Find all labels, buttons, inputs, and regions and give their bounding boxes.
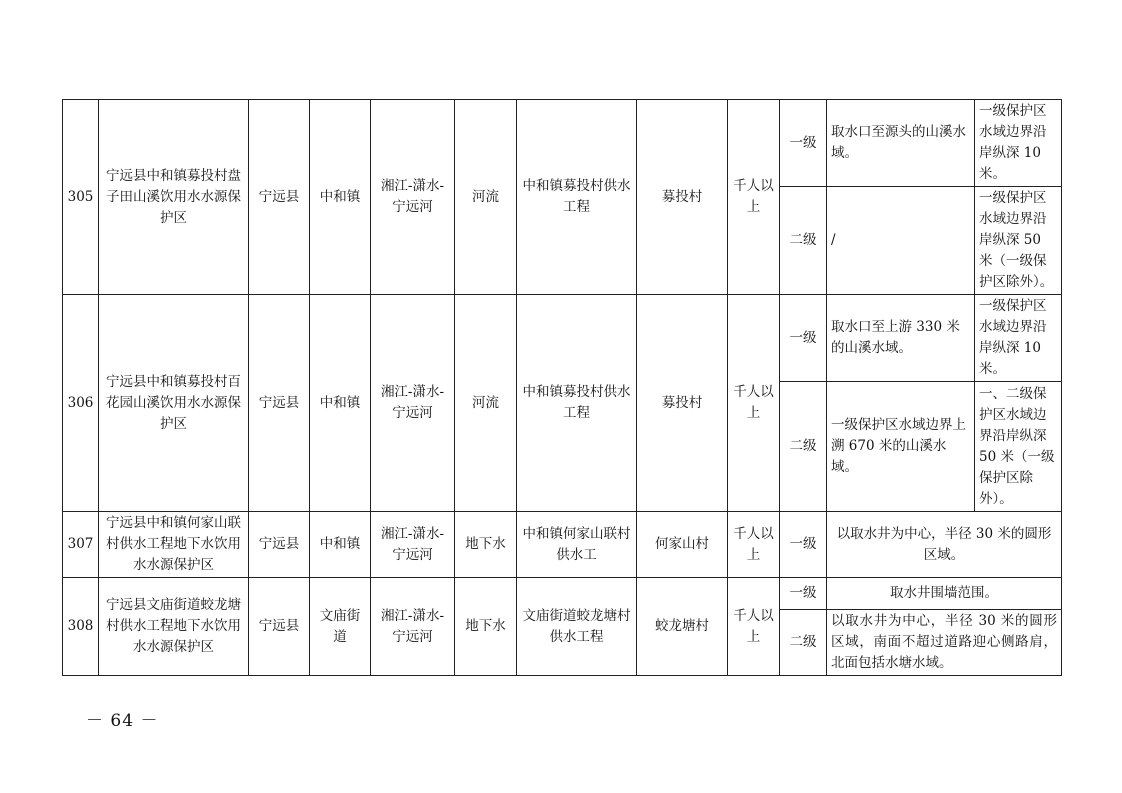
protection-level: 一级: [780, 295, 827, 382]
row-number: 306: [63, 295, 99, 512]
table-row: [63, 100, 1062, 187]
protection-range: 以取水井为中心，半径 30 米的圆形区域。: [827, 512, 1062, 578]
row-number: 307: [63, 512, 99, 578]
protection-range: 以取水井为中心，半径 30 米的圆形区域，南面不超过道路迎心侧路肩，北面包括水塘水域。: [827, 610, 1062, 676]
county: 宁远县: [249, 100, 310, 295]
protection-level: 一级: [780, 578, 827, 610]
table-row: [63, 512, 1062, 578]
water-source-type: 地下水: [455, 512, 517, 578]
service-scale: 千人以上: [728, 100, 780, 295]
row-number: 305: [63, 100, 99, 295]
water-source-type: 河流: [455, 295, 517, 512]
supply-project: 中和镇募投村供水工程: [517, 100, 637, 295]
county: 宁远县: [249, 578, 310, 676]
served-village: 蛟龙塘村: [637, 578, 728, 676]
served-village: 募投村: [637, 295, 728, 512]
land-area-range: 一级保护区水域边界沿岸纵深 50 米（一级保护区除外）。: [975, 187, 1062, 295]
town: 中和镇: [310, 512, 371, 578]
zone-name: 宁远县文庙街道蛟龙塘村供水工程地下水饮用水水源保护区: [99, 578, 249, 676]
protection-level: 一级: [780, 100, 827, 187]
water-area-range: 取水口至源头的山溪水域。: [827, 100, 975, 187]
protection-range: 取水井围墙范围。: [827, 578, 1062, 610]
protection-level: 二级: [780, 382, 827, 512]
water-area-range: 一级保护区水域边界上溯 670 米的山溪水域。: [827, 382, 975, 512]
river-basin: 湘江-潇水-宁远河: [371, 578, 455, 676]
protection-level: 二级: [780, 187, 827, 295]
served-village: 募投村: [637, 100, 728, 295]
land-area-range: 一级保护区水域边界沿岸纵深 10 米。: [975, 100, 1062, 187]
protection-level: 二级: [780, 610, 827, 676]
supply-project: 文庙街道蛟龙塘村供水工程: [517, 578, 637, 676]
table-row: [63, 295, 1062, 382]
page-number: － 64 －: [86, 711, 159, 731]
protection-level: 一级: [780, 512, 827, 578]
water-source-type: 河流: [455, 100, 517, 295]
river-basin: 湘江-潇水-宁远河: [371, 295, 455, 512]
protection-zone-table: [62, 99, 1062, 676]
zone-name: 宁远县中和镇募投村百花园山溪饮用水水源保护区: [99, 295, 249, 512]
town: 中和镇: [310, 295, 371, 512]
service-scale: 千人以上: [728, 512, 780, 578]
county: 宁远县: [249, 512, 310, 578]
supply-project: 中和镇募投村供水工程: [517, 295, 637, 512]
water-area-range: /: [827, 187, 975, 295]
zone-name: 宁远县中和镇募投村盘子田山溪饮用水水源保护区: [99, 100, 249, 295]
service-scale: 千人以上: [728, 295, 780, 512]
county: 宁远县: [249, 295, 310, 512]
row-number: 308: [63, 578, 99, 676]
land-area-range: 一级保护区水域边界沿岸纵深 10 米。: [975, 295, 1062, 382]
river-basin: 湘江-潇水-宁远河: [371, 100, 455, 295]
served-village: 何家山村: [637, 512, 728, 578]
water-area-range: 取水口至上游 330 米的山溪水域。: [827, 295, 975, 382]
zone-name: 宁远县中和镇何家山联村供水工程地下水饮用水水源保护区: [99, 512, 249, 578]
town: 中和镇: [310, 100, 371, 295]
river-basin: 湘江-潇水-宁远河: [371, 512, 455, 578]
land-area-range: 一、二级保护区水域边界沿岸纵深 50 米（一级保护区除外）。: [975, 382, 1062, 512]
supply-project: 中和镇何家山联村供水工: [517, 512, 637, 578]
water-source-type: 地下水: [455, 578, 517, 676]
table-row: [63, 578, 1062, 610]
service-scale: 千人以上: [728, 578, 780, 676]
town: 文庙街道: [310, 578, 371, 676]
